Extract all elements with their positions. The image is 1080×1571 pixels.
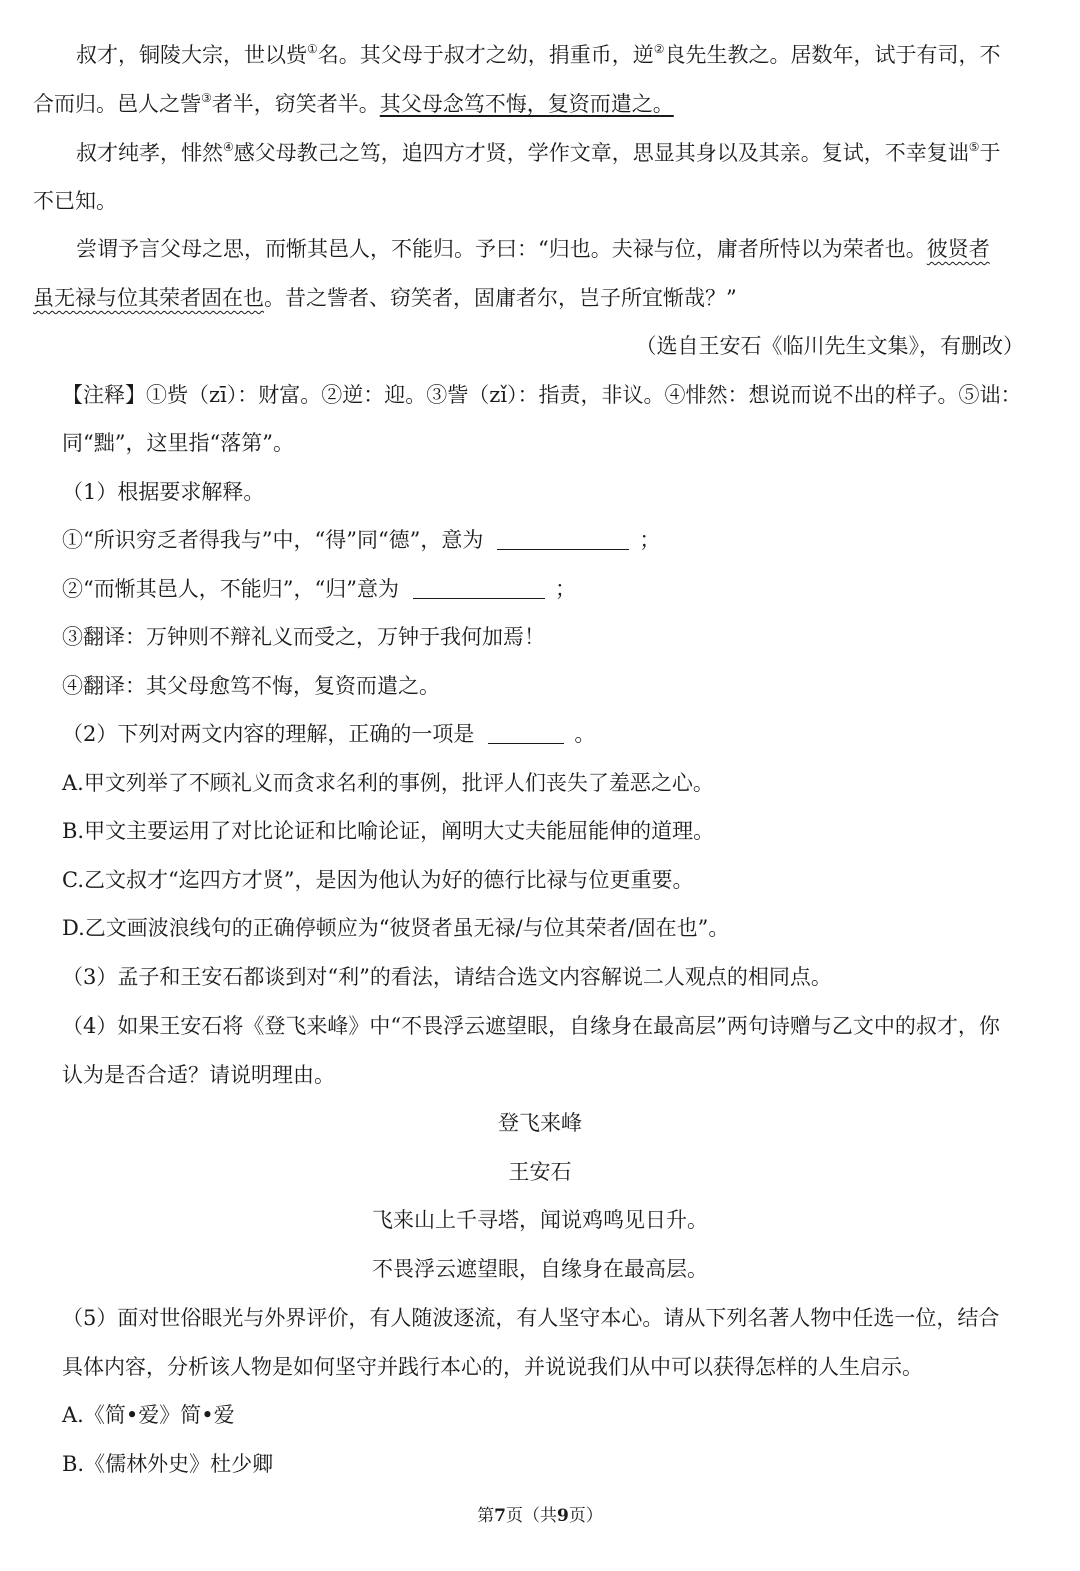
option-c: C.乙文叔才“迄四方才贤”，是因为他认为好的德行比禄与位更重要。 xyxy=(62,868,694,892)
page-footer: 第7页（共9页） xyxy=(477,1506,603,1526)
poem-line-1: 飞来山上千寻塔，闻说鸡鸣见日升。 xyxy=(372,1208,708,1232)
notes-line1: 【注释】①赀（zī）：财富。②逆：迎。③訾（zǐ）：指责，非议。④悱然：想说而说不出的样子。⑤诎： xyxy=(62,383,1022,407)
question-1-b: ②“而惭其邑人，不能归”，“归”意为 ； xyxy=(62,577,576,601)
footnote-marker-1: ① xyxy=(307,42,318,56)
answer-blank-1b[interactable] xyxy=(413,576,545,599)
answer-blank-1a[interactable] xyxy=(497,527,629,550)
question-1-title: （1）根据要求解释。 xyxy=(62,480,265,504)
source-citation: （选自王安石《临川先生文集》，有删改） xyxy=(635,334,1024,358)
notes-line2: 同“黜”，这里指“落第”。 xyxy=(62,431,294,455)
wavy-underlined-sentence-part2: 虽无禄与位其荣者固在也 xyxy=(33,286,264,310)
option-d: D.乙文画波浪线句的正确停顿应为“彼贤者虽无禄/与位其荣者/固在也”。 xyxy=(62,916,730,940)
underlined-sentence: 其父母念笃不悔，复资而遣之。 xyxy=(379,92,674,116)
passage-b-p3-line1: 尝谓予言父母之思，而惭其邑人，不能归。予曰：“归也。夫禄与位，庸者所恃以为荣者也。彼贤者 xyxy=(76,237,990,261)
footnote-marker-2: ② xyxy=(653,42,665,56)
page-number: 7 xyxy=(494,1506,506,1526)
passage-b-p2-line2: 不已知。 xyxy=(33,189,117,213)
question-5-option-a: A.《简•爱》简•爱 xyxy=(62,1403,235,1427)
option-a: A.甲文列举了不顾礼义而贪求名利的事例，批评人们丧失了羞恶之心。 xyxy=(62,771,714,795)
question-4-line1: （4）如果王安石将《登飞来峰》中“不畏浮云遮望眼，自缘身在最高层”两句诗赠与乙文中的叔才，你 xyxy=(62,1014,1000,1038)
poem-line-2: 不畏浮云遮望眼，自缘身在最高层。 xyxy=(372,1257,708,1281)
footnote-marker-4: ④ xyxy=(223,140,234,154)
question-1-a: ①“所识穷乏者得我与”中，“得”同“德”，意为 ； xyxy=(62,528,661,552)
question-1-c: ③翻译：万钟则不辩礼义而受之，万钟于我何加焉！ xyxy=(62,625,545,649)
question-1-d: ④翻译：其父母愈笃不悔，复资而遣之。 xyxy=(62,674,440,698)
page-total: 9 xyxy=(557,1506,569,1526)
question-5-line2: 具体内容，分析该人物是如何坚守并践行本心的，并说说我们从中可以获得怎样的人生启示。 xyxy=(62,1355,923,1379)
poem-author: 王安石 xyxy=(508,1160,572,1184)
passage-b-p2-line1: 叔才纯孝，悱然④感父母教己之笃，追四方才贤，学作文章，思显其身以及其亲。复试，不幸复诎⑤于 xyxy=(76,140,1001,165)
footnote-marker-5: ⑤ xyxy=(968,140,980,154)
question-4-line2: 认为是否合适？请说明理由。 xyxy=(62,1063,335,1087)
question-2-title: （2）下列对两文内容的理解，正确的一项是 。 xyxy=(62,722,596,746)
question-5-option-b: B.《儒林外史》杜少卿 xyxy=(62,1452,274,1476)
question-5-line1: （5）面对世俗眼光与外界评价，有人随波逐流，有人坚守本心。请从下列名著人物中任选一位，结合 xyxy=(62,1306,1000,1330)
passage-b-p1-line1: 叔才，铜陵大宗，世以赀①名。其父母于叔才之幼，捐重币，逆②良先生教之。居数年，试于有司，不 xyxy=(76,42,1001,67)
answer-blank-2[interactable] xyxy=(488,721,564,744)
wavy-underlined-sentence-part1: 彼贤者 xyxy=(926,237,990,261)
question-3: （3）孟子和王安石都谈到对“利”的看法，请结合选文内容解说二人观点的相同点。 xyxy=(62,965,832,989)
footnote-marker-3: ③ xyxy=(201,91,212,105)
passage-b-p1-line2: 合而归。邑人之訾③者半，窃笑者半。其父母念笃不悔，复资而遣之。 xyxy=(33,91,674,116)
option-b: B.甲文主要运用了对比论证和比喻论证，阐明大丈夫能屈能伸的道理。 xyxy=(62,819,715,843)
poem-title: 登飞来峰 xyxy=(498,1111,582,1135)
passage-b-p3-line2: 虽无禄与位其荣者固在也。昔之訾者、窃笑者，固庸者尔，岂子所宜惭哉？” xyxy=(33,286,737,310)
